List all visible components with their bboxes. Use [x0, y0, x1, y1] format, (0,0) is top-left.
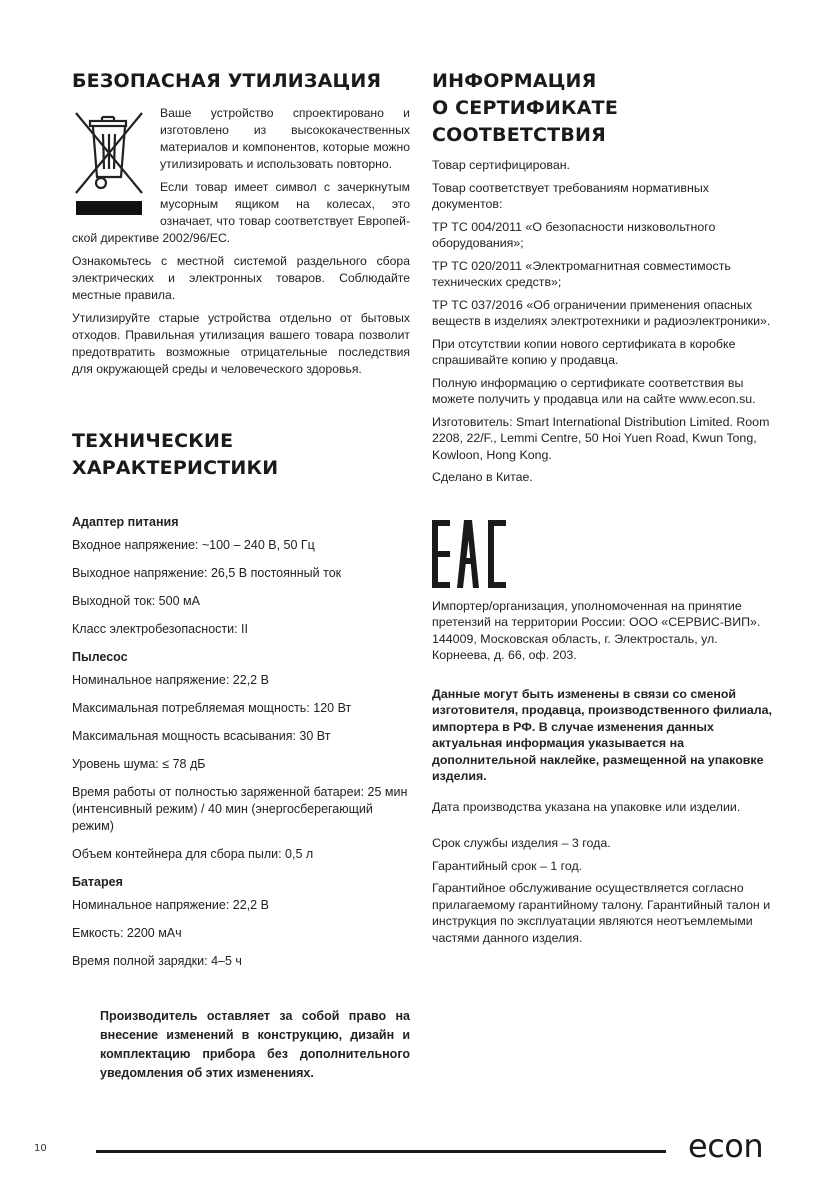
adapter-heading: Адаптер питания: [72, 515, 179, 529]
warranty-period: Гарантийный срок – 1 год.: [432, 858, 583, 873]
production-date-note: Дата производства указана на упаковке или изделии.: [432, 799, 741, 814]
left-column: [72, 68, 410, 1083]
specs-list: [72, 514, 410, 970]
cert-paragraph: Полную информацию о сертификате соответствия вы можете получить у продавца или на сайте www.econ.su.: [432, 375, 756, 406]
spec-line: Максимальная потребляемая мощность: 120 Вт: [72, 701, 352, 715]
cert-paragraph: Товар сертифицирован.: [432, 158, 570, 172]
cert-paragraph: ТР ТС 004/2011 «О безопасности низковольтного оборудования»;: [432, 219, 716, 250]
certificate-info: [432, 157, 772, 486]
spec-line: Максимальная мощность всасывания: 30 Вт: [72, 729, 331, 743]
spec-line: Класс электробезопасности: II: [72, 622, 249, 636]
spec-line: Время полной зарядки: 4–5 ч: [72, 954, 242, 968]
page-number: 10: [34, 1143, 47, 1154]
utilization-paragraph-2: Если товар имеет символ с зачеркнутым мусорным ящиком на колесах, это означает, что товар соответствует Европейской директиве 2002/96/ЕС.: [72, 180, 410, 245]
right-column: [432, 68, 772, 946]
cert-paragraph: ТР ТС 037/2016 «Об ограничении применения опасных веществ в изделиях электротехники и радиоэлектроники».: [432, 297, 771, 328]
specs-title-line-1: ТЕХНИЧЕСКИЕ: [72, 430, 234, 452]
spec-line: Выходное напряжение: 26,5 В постоянный ток: [72, 566, 342, 580]
utilization-paragraph-1: Ваше устройство спроектировано и изготовлено из высококачественных материалов и компонентов, которые можно утилизировать и использовать повторно.: [160, 106, 410, 171]
specs-title-line-2: ХАРАКТЕРИСТИКИ: [72, 457, 279, 479]
warranty-service: Гарантийное обслуживание осуществляется согласно прилагаемому гарантийному талону. Гарантийный талон и инструкция по эксплуатации являются неотъемлемыми частями данного изделия.: [432, 881, 771, 945]
bin-underline-bar: [76, 201, 142, 215]
utilization-paragraph-3: Ознакомьтесь с местной системой раздельного сбора электрических и электронных товаров. Соблюдайте местные правила.: [72, 254, 410, 302]
certificate-title-line-1: ИНФОРМАЦИЯ: [432, 70, 597, 92]
econ-logo: econ: [688, 1127, 764, 1165]
eac-mark: [432, 520, 772, 592]
utilization-paragraph-4: Утилизируйте старые устройства отдельно от бытовых отходов. Правильная утилизация вашего товара позволит предотвратить возможные отрицательные последствия для окружающей среды и человеческого здоровья.: [72, 311, 410, 376]
utilization-title: БЕЗОПАСНАЯ УТИЛИЗАЦИЯ: [72, 70, 382, 92]
spec-line: Номинальное напряжение: 22,2 В: [72, 898, 269, 912]
cert-paragraph: ТР ТС 020/2011 «Электромагнитная совместимость технических средств»;: [432, 258, 731, 289]
importer-info: Импортер/организация, уполномоченная на принятие претензий на территории России: ООО «СЕРВИС-ВИП». 144009, Московская область, г. Электросталь, ул. Корнеева, д. 66, оф. 203.: [432, 598, 761, 662]
spec-line: Объем контейнера для сбора пыли: 0,5 л: [72, 847, 314, 861]
battery-heading: Батарея: [72, 875, 123, 889]
service-life: Срок службы изделия – 3 года.: [432, 836, 611, 850]
certificate-title: [432, 68, 772, 149]
spec-line: Выходной ток: 500 мА: [72, 594, 200, 608]
certificate-title-line-2: О СЕРТИФИКАТЕ: [432, 97, 618, 119]
certificate-title-line-3: СООТВЕТСТВИЯ: [432, 124, 606, 146]
crossed-out-wheelie-bin-icon: [72, 105, 150, 217]
vacuum-heading: Пылесос: [72, 650, 128, 664]
cert-paragraph: Товар соответствует требованиям нормативных документов:: [432, 180, 709, 211]
manufacturer-notice: Производитель оставляет за собой право на внесение изменений в конструкцию, дизайн и комплектацию прибора без дополнительного уведомления об этих изменениях.: [100, 1009, 410, 1080]
data-change-warning: Данные могут быть изменены в связи со сменой изготовителя, продавца, производственного филиала, импортера в РФ. В случае изменения данных актуальная информация указывается на дополнительной наклейке, размещенной на упаковке изделия.: [432, 686, 772, 783]
utilization-section: [72, 105, 410, 378]
cert-paragraph: При отсутствии копии нового сертификата в коробке спрашивайте копию у продавца.: [432, 336, 736, 367]
spec-line: Время работы от полностью заряженной батареи: 25 мин (интенсивный режим) / 40 мин (энергосберегающий режим): [72, 785, 408, 833]
spec-line: Емкость: 2200 мАч: [72, 926, 182, 940]
spec-line: Номинальное напряжение: 22,2 В: [72, 673, 269, 687]
cert-paragraph: Изготовитель: Smart International Distribution Limited. Room 2208, 22/F., Lemmi Centre, 50 Hoi Yuen Road, Kwun Tong, Kowloon, Hong Kong.: [432, 414, 770, 462]
spec-line: Входное напряжение: ~100 – 240 В, 50 Гц: [72, 538, 315, 552]
footer-rule: [96, 1150, 666, 1153]
spec-line: Уровень шума: ≤ 78 дБ: [72, 757, 206, 771]
specs-title: [72, 428, 410, 482]
cert-paragraph: Сделано в Китае.: [432, 470, 533, 484]
